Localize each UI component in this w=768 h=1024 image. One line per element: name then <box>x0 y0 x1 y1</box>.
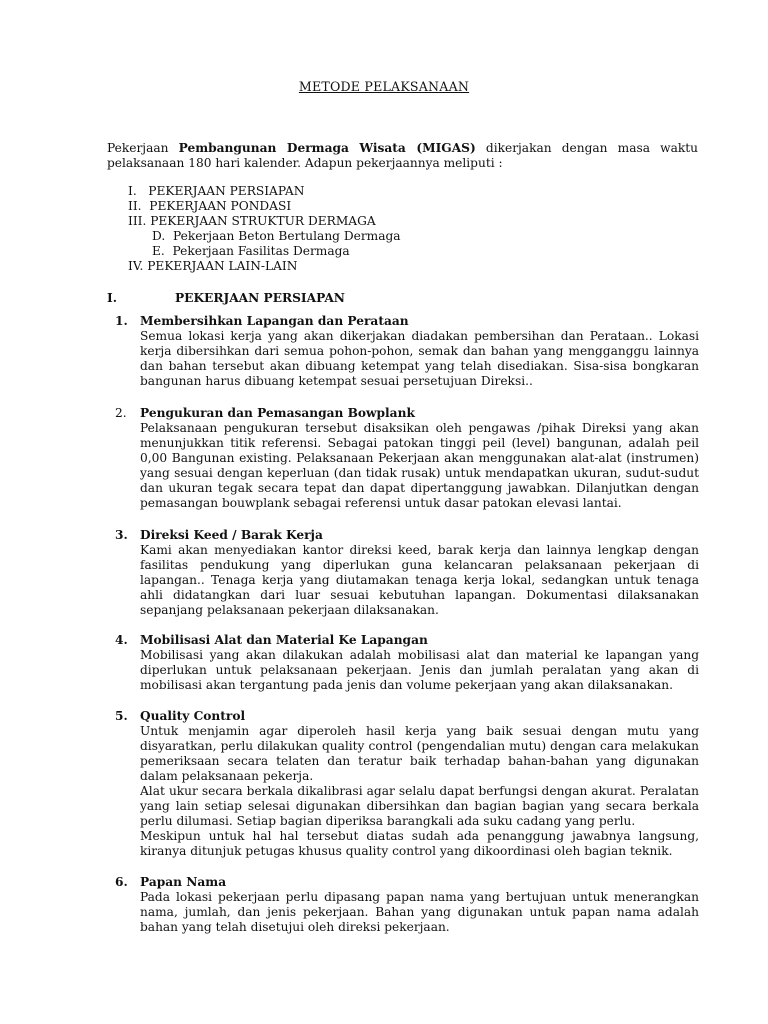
item-number: 5. <box>115 709 128 723</box>
item-title: Membersihkan Lapangan dan Perataan <box>140 314 409 328</box>
item-number: 1. <box>115 314 128 328</box>
item-title: Mobilisasi Alat dan Material Ke Lapangan <box>140 633 428 647</box>
outline-subitem: D. Pekerjaan Beton Bertulang Dermaga <box>152 229 401 243</box>
intro-project-name: Pembangunan Dermaga Wisata (MIGAS) <box>178 141 476 155</box>
item-paragraph: Kami akan menyediakan kantor direksi keed, barak kerja dan lainnya lengkap dengan fasilitas pendukung yang diperlukan guna kelancaran pelaksanaan pekerjaan di lapangan.. Tenaga kerja yang diutamakan tenaga kerja lokal, sedangkan untuk tenaga ahli didatangkan dari luar sesuai kebutuhan lapangan. Dokumentasi dilaksanakan sepanjang pelaksanaan pekerjaan dilaksanakan. <box>140 543 699 617</box>
item-number: 4. <box>115 633 128 647</box>
item-paragraph: Pada lokasi pekerjaan perlu dipasang papan nama yang bertujuan untuk menerangkan nama, jumlah, dan jenis pekerjaan. Bahan yang digunakan untuk papan nama adalah bahan yang telah disetujui oleh direksi pekerjaan. <box>140 890 699 934</box>
work-item <box>115 633 699 693</box>
outline-item: III. PEKERJAAN STRUKTUR DERMAGA <box>128 214 376 228</box>
outline-item: I. PEKERJAAN PERSIAPAN <box>128 184 305 198</box>
item-paragraph: Alat ukur secara berkala dikalibrasi agar selalu dapat berfungsi dengan akurat. Peralatan yang lain setiap selesai digunakan dibersihkan dan bagian bagian yang secara berkala perlu dilumasi. Setiap bagian diperiksa barangkali ada suku cadang yang perlu. <box>140 784 699 828</box>
item-paragraph: Meskipun untuk hal hal tersebut diatas sudah ada penanggung jawabnya langsung, kiranya ditunjuk petugas khusus quality control yang dikoordinasi oleh bagian teknik. <box>140 829 699 858</box>
work-item <box>115 875 699 935</box>
document-title: METODE PELAKSANAAN <box>298 79 470 94</box>
item-number: 2. <box>115 406 127 420</box>
intro-prefix: Pekerjaan <box>107 141 179 155</box>
item-paragraph: Mobilisasi yang akan dilakukan adalah mobilisasi alat dan material ke lapangan yang diperlukan untuk pelaksanaan pekerjaan. Jenis dan jumlah peralatan yang akan di mobilisasi akan tergantung pada jenis dan volume pekerjaan yang akan dilaksanakan. <box>140 648 699 692</box>
outline-item: IV. PEKERJAAN LAIN-LAIN <box>128 259 298 273</box>
work-item <box>115 314 699 389</box>
work-item <box>115 709 699 859</box>
outline-subitem: E. Pekerjaan Fasilitas Dermaga <box>152 244 350 258</box>
item-title: Direksi Keed / Barak Kerja <box>140 528 323 542</box>
item-number: 6. <box>115 875 128 889</box>
item-paragraph: Untuk menjamin agar diperoleh hasil kerja yang baik sesuai dengan mutu yang disyaratkan, perlu dilakukan quality control (pengendalian mutu) dengan cara melakukan pemeriksaan secara telaten dan teratur baik terhadap bahan-bahan yang digunakan dalam pelaksanaan pekerja. <box>140 724 699 783</box>
work-item <box>115 528 699 618</box>
outline-item: II. PEKERJAAN PONDASI <box>128 199 292 213</box>
item-title: Pengukuran dan Pemasangan Bowplank <box>140 406 415 420</box>
item-title: Papan Nama <box>140 875 227 889</box>
item-paragraph: Pelaksanaan pengukuran tersebut disaksikan oleh pengawas /pihak Direksi yang akan menunjukkan titik referensi. Sebagai patokan tinggi peil (level) bangunan, adalah peil 0,00 Bangunan existing. Pelaksanaan Pekerjaan akan menggunakan alat-alat (instrumen) yang sesuai dengan keperluan (dan tidak rusak) untuk mendapatkan ukuran, sudut-sudut dan ukuran tegak secara tepat dan dapat dipertanggung jawabkan. Dilanjutkan dengan pemasangan bouwplank sebagai referensi untuk dasar patokan elevasi lantai. <box>140 421 699 510</box>
section-heading <box>107 291 698 306</box>
intro-suffix: dikerjakan dengan masa waktu pelaksanaan 180 hari kalender. Adapun pekerjaannya meliputi : <box>107 141 699 170</box>
item-paragraph: Semua lokasi kerja yang akan dikerjakan diadakan pembersihan dan Perataan.. Lokasi kerja dibersihkan dari semua pohon-pohon, semak dan bahan yang mengganggu lainnya dan bahan tersebut akan dibuang ketempat yang telah disediakan. Sisa-sisa bongkaran bangunan harus dibuang ketempat sesuai persetujuan Direksi.. <box>140 329 699 388</box>
item-title: Quality Control <box>140 709 246 723</box>
work-outline-list <box>128 184 688 274</box>
intro-paragraph <box>107 141 698 171</box>
section-number: I. <box>107 291 117 305</box>
section-title: PEKERJAAN PERSIAPAN <box>175 291 345 305</box>
item-number: 3. <box>115 528 128 542</box>
work-item <box>115 406 699 511</box>
